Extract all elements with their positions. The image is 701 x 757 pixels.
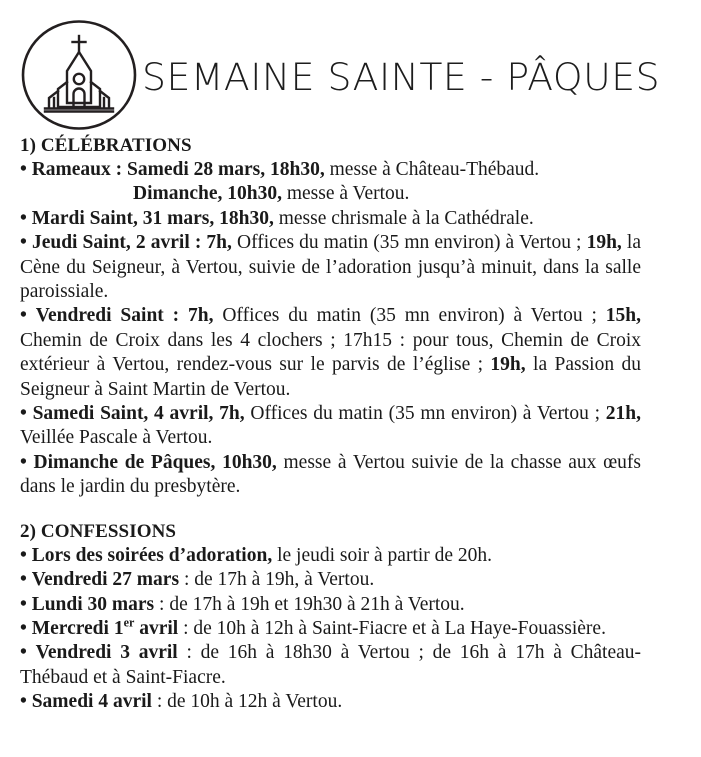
church-in-circle-icon	[20, 19, 138, 131]
entry-vendredi-27-mars	[20, 568, 641, 592]
bullet-glyph: •	[20, 691, 27, 713]
entry-mardi-saint	[20, 207, 641, 231]
section-celebrations	[20, 134, 641, 500]
entry-emph-2: 21h,	[605, 403, 642, 425]
document-header	[0, 0, 701, 134]
entry-mercredi-1er-avril	[20, 617, 641, 641]
bullet-glyph: •	[20, 569, 27, 591]
entry-second-line-rest: messe à Vertou.	[281, 183, 410, 205]
entry-rest: messe à Vertou suivie de la chasse aux œufs dans le jardin du presbytère.	[20, 451, 642, 498]
entry-jeudi-saint	[20, 231, 641, 304]
entry-lead: Dimanche de Pâques, 10h30,	[33, 451, 277, 473]
entry-rest: : de 17h à 19h, à Vertou.	[179, 569, 375, 591]
entry-emph-3: 19h,	[490, 354, 526, 376]
entry-rest: Offices du matin (35 mn environ) à Vertou ;	[231, 232, 587, 254]
entry-lead: Vendredi 27 mars	[31, 569, 180, 591]
entry-rest: le jeudi soir à partir de 20h.	[272, 544, 493, 566]
entry-rest: : de 17h à 19h et 19h30 à 21h à Vertou.	[154, 593, 465, 615]
entry-second-line-lead: Dimanche, 10h30,	[133, 183, 282, 205]
entry-lead: Samedi Saint, 4 avril, 7h,	[32, 403, 245, 425]
section-heading-celebrations: 1) CÉLÉBRATIONS	[20, 135, 192, 156]
bullet-glyph: •	[20, 451, 27, 473]
entry-lead-post: avril	[134, 617, 179, 639]
bullet-glyph: •	[20, 305, 27, 327]
entry-second-line	[20, 182, 641, 206]
entry-rest: : de 16h à 18h30 à Vertou ; de 16h à 17h à Château-Thébaud et à Saint-Fiacre.	[20, 642, 641, 688]
entry-lead: Mardi Saint, 31 mars, 18h30,	[31, 207, 274, 229]
bullet-glyph: •	[20, 159, 27, 180]
entry-rest: : de 10h à 12h à Vertou.	[151, 691, 343, 713]
bullet-glyph: •	[20, 593, 27, 615]
entry-lead: Rameaux : Samedi 28 mars, 18h30,	[31, 159, 325, 180]
entry-rest-2: la Cène du Seigneur, à Vertou, suivie de l’adoration jusqu’à minuit, dans la salle paroissiale.	[20, 232, 641, 303]
bullet-glyph: •	[20, 403, 27, 425]
entry-lead: Lors des soirées d’adoration,	[31, 544, 273, 566]
entry-rest: Offices du matin (35 mn environ) à Vertou ;	[213, 305, 606, 327]
bullet-glyph: •	[20, 232, 27, 254]
entry-rest: : de 10h à 12h à Saint-Fiacre et à La Haye-Fouassière.	[178, 617, 606, 639]
entry-emph-2: 15h,	[605, 305, 642, 327]
entry-rameaux	[20, 158, 641, 207]
entry-lead: Jeudi Saint, 2 avril : 7h,	[31, 232, 232, 254]
entry-vendredi-saint	[20, 304, 641, 402]
entry-vendredi-3-avril	[20, 641, 641, 690]
entry-lead: Vendredi Saint : 7h,	[35, 305, 214, 327]
document-body	[0, 134, 661, 715]
entry-rest: messe chrismale à la Cathédrale.	[273, 207, 534, 229]
entry-lead: Lundi 30 mars	[31, 593, 155, 615]
entry-soirees-adoration	[20, 544, 641, 568]
entry-samedi-4-avril	[20, 690, 641, 714]
entry-rest: Offices du matin (35 mn environ) à Vertou ;	[244, 403, 606, 425]
bullet-glyph: •	[20, 544, 27, 566]
section-heading-confessions: 2) CONFESSIONS	[20, 520, 177, 542]
bullet-glyph: •	[20, 642, 27, 664]
entry-rest-2: Veillée Pascale à Vertou.	[20, 427, 213, 449]
page-title: SEMAINE SAINTE - PÂQUES	[142, 55, 661, 99]
entry-samedi-saint	[20, 402, 641, 451]
entry-emph-2: 19h,	[586, 232, 622, 254]
ordinal-suffix: er	[123, 615, 135, 630]
entry-dimanche-paques	[20, 451, 641, 500]
entry-lead: Samedi 4 avril	[31, 691, 152, 713]
section-confessions	[20, 520, 641, 715]
entry-rest-2: Chemin de Croix dans les 4 clochers ; 17h15 : pour tous, Chemin de Croix extérieur à Vertou, rendez-vous sur le parvis de l’église ;	[20, 329, 641, 376]
bullet-glyph: •	[20, 207, 27, 229]
entry-lead: Vendredi 3 avril	[35, 642, 178, 664]
entry-rest-3: la Passion du Seigneur à Saint Martin de Vertou.	[20, 354, 641, 400]
entry-lundi-30-mars	[20, 593, 641, 617]
bullet-glyph: •	[20, 617, 27, 639]
entry-lead-pre: Mercredi 1	[31, 617, 124, 639]
entry-rest: messe à Château-Thébaud.	[324, 159, 540, 180]
